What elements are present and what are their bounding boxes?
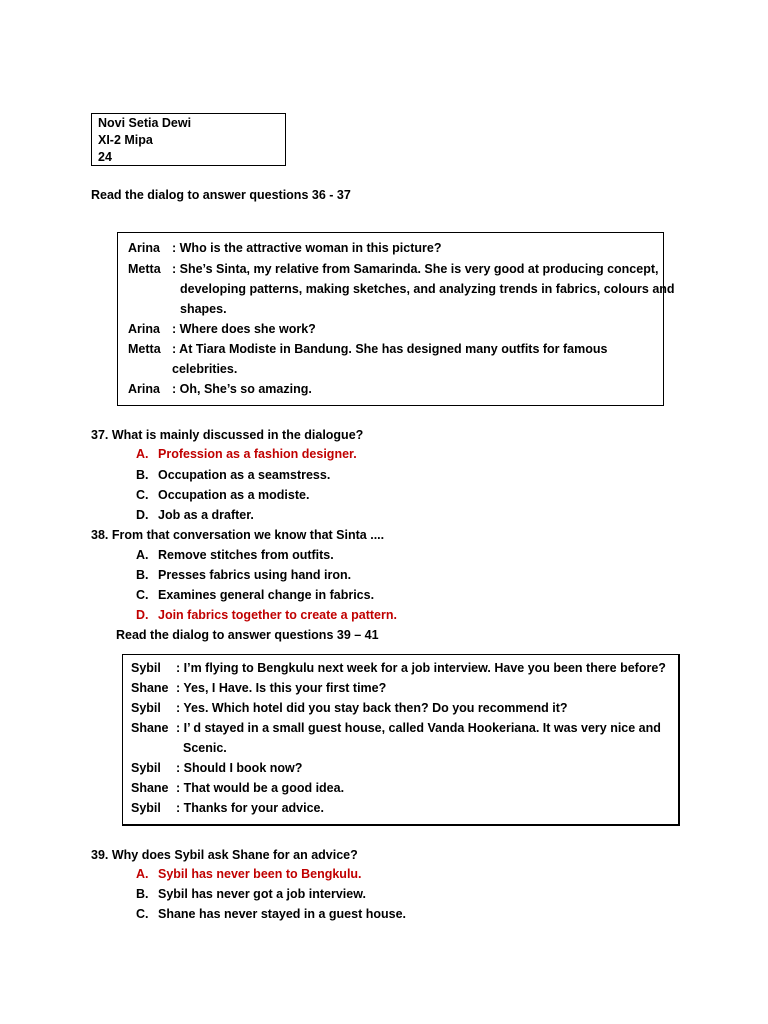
q37-option-a[interactable]: Profession as a fashion designer. — [158, 447, 357, 461]
q38-option-a-letter[interactable]: A. — [136, 548, 149, 562]
dialog-1-line: shapes. — [180, 302, 227, 316]
dialog-2-line: : That would be a good idea. — [176, 781, 345, 795]
dialog-2-line: : I’m flying to Bengkulu next week for a job interview. Have you been there before? — [176, 661, 666, 675]
dialog-2-speaker: Shane — [131, 781, 169, 795]
q37-option-b[interactable]: Occupation as a seamstress. — [158, 468, 331, 482]
dialog-1-speaker: Metta — [128, 262, 161, 276]
dialog-1-line: : Who is the attractive woman in this picture? — [172, 241, 442, 255]
question-38: 38. From that conversation we know that Sinta .... — [91, 528, 385, 542]
q39-option-c[interactable]: Shane has never stayed in a guest house. — [158, 907, 407, 921]
q39-option-c-letter[interactable]: C. — [136, 907, 149, 921]
dialog-2-speaker: Sybil — [131, 701, 161, 715]
dialog-2-speaker: Shane — [131, 721, 169, 735]
dialog-1-line: developing patterns, making sketches, and analyzing trends in fabrics, colours and — [180, 282, 675, 296]
dialog-box-1 — [117, 232, 664, 406]
dialog-2-speaker: Shane — [131, 681, 169, 695]
dialog-2-speaker: Sybil — [131, 761, 161, 775]
dialog-1-line: : Where does she work? — [172, 322, 316, 336]
q38-option-c[interactable]: Examines general change in fabrics. — [158, 588, 375, 602]
q38-option-b[interactable]: Presses fabrics using hand iron. — [158, 568, 352, 582]
dialog-1-line: : Oh, She’s so amazing. — [172, 382, 312, 396]
q39-option-a-letter[interactable]: A. — [136, 867, 149, 881]
q38-option-c-letter[interactable]: C. — [136, 588, 149, 602]
question-37: 37. What is mainly discussed in the dialogue? — [91, 428, 364, 442]
q39-option-b[interactable]: Sybil has never got a job interview. — [158, 887, 366, 901]
q37-option-d[interactable]: Job as a drafter. — [158, 508, 254, 522]
dialog-2-line: : Should I book now? — [176, 761, 303, 775]
q39-option-a[interactable]: Sybil has never been to Bengkulu. — [158, 867, 362, 881]
student-class: XI-2 Mipa — [98, 133, 153, 147]
q37-option-c[interactable]: Occupation as a modiste. — [158, 488, 310, 502]
dialog-1-speaker: Arina — [128, 322, 160, 336]
q37-option-a-letter[interactable]: A. — [136, 447, 149, 461]
q37-option-c-letter[interactable]: C. — [136, 488, 149, 502]
question-39: 39. Why does Sybil ask Shane for an advice? — [91, 848, 358, 862]
instruction-36-37: Read the dialog to answer questions 36 - 37 — [91, 188, 351, 202]
dialog-2-line: : I’ d stayed in a small guest house, called Vanda Hookeriana. It was very nice and — [176, 721, 661, 735]
dialog-2-line: : Yes. Which hotel did you stay back then? Do you recommend it? — [176, 701, 568, 715]
dialog-1-speaker: Metta — [128, 342, 161, 356]
dialog-1-line: : She’s Sinta, my relative from Samarinda. She is very good at producing concept, — [172, 262, 659, 276]
q38-option-a[interactable]: Remove stitches from outfits. — [158, 548, 334, 562]
instruction-39-41: Read the dialog to answer questions 39 – 41 — [116, 628, 379, 642]
dialog-2-speaker: Sybil — [131, 801, 161, 815]
dialog-1-speaker: Arina — [128, 382, 160, 396]
q38-option-d-letter[interactable]: D. — [136, 608, 149, 622]
q38-option-b-letter[interactable]: B. — [136, 568, 149, 582]
student-name: Novi Setia Dewi — [98, 116, 192, 130]
q38-option-d[interactable]: Join fabrics together to create a pattern. — [158, 608, 397, 622]
dialog-2-line: : Thanks for your advice. — [176, 801, 324, 815]
q37-option-b-letter[interactable]: B. — [136, 468, 149, 482]
dialog-2-speaker: Sybil — [131, 661, 161, 675]
q37-option-d-letter[interactable]: D. — [136, 508, 149, 522]
q39-option-b-letter[interactable]: B. — [136, 887, 149, 901]
dialog-1-line: : At Tiara Modiste in Bandung. She has designed many outfits for famous — [172, 342, 608, 356]
student-number: 24 — [98, 150, 112, 164]
dialog-1-speaker: Arina — [128, 241, 160, 255]
dialog-2-line: Scenic. — [183, 741, 227, 755]
dialog-2-line: : Yes, I Have. Is this your first time? — [176, 681, 387, 695]
dialog-1-line: celebrities. — [172, 362, 238, 376]
